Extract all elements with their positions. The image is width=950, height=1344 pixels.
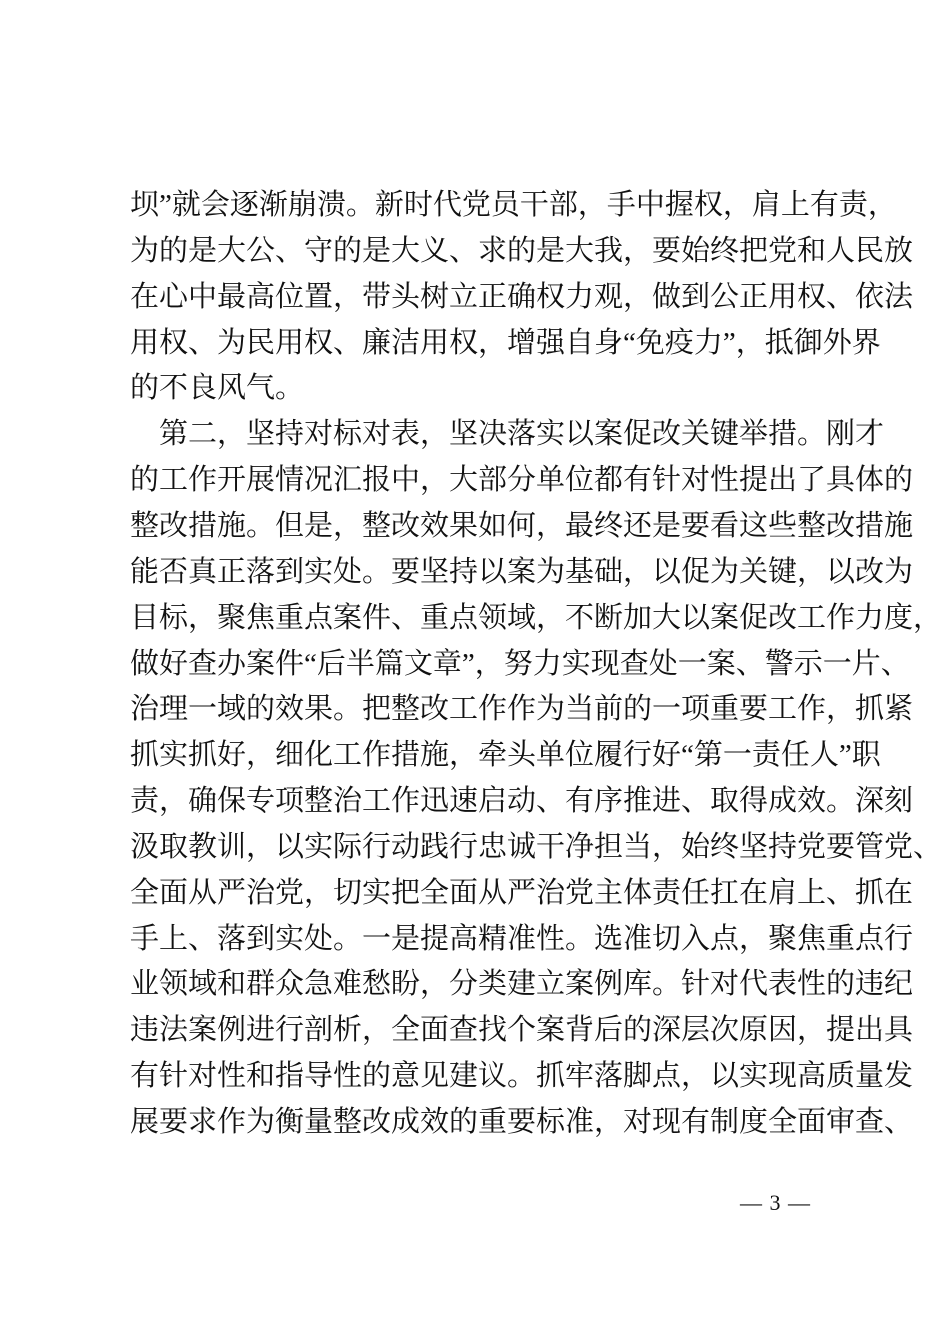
text-line: 业领域和群众急难愁盼，分类建立案例库。针对代表性的违纪: [130, 968, 914, 1001]
text-line: 坝”就会逐渐崩溃。新时代党员干部，手中握权，肩上有责，: [130, 189, 897, 221]
text-line: 治理一域的效果。把整改工作作为当前的一项重要工作，抓紧: [130, 693, 914, 726]
text-line: 能否真正落到实处。要坚持以案为基础，以促为关键，以改为: [130, 555, 914, 588]
text-line: 手上、落到实处。一是提高精准性。选准切入点，聚焦重点行: [130, 922, 914, 955]
text-line: 的工作开展情况汇报中，大部分单位都有针对性提出了具体的: [130, 464, 914, 497]
text-line: 为的是大公、守的是大义、求的是大我，要始终把党和人民放: [130, 234, 914, 267]
text-line: 全面从严治党，切实把全面从严治党主体责任扛在肩上、抓在: [130, 876, 914, 909]
text-line: 汲取教训，以实际行动践行忠诚干净担当，始终坚持党要管党、: [130, 830, 943, 863]
text-line: 展要求作为衡量整改成效的重要标准，对现有制度全面审查、: [130, 1106, 914, 1138]
page-number: — 3 —: [740, 1190, 811, 1215]
text-line: 违法案例进行剖析，全面查找个案背后的深层次原因，提出具: [130, 1014, 914, 1047]
text-line: 做好查办案件“后半篇文章”，努力实现查处一案、警示一片、: [130, 647, 910, 680]
text-line: 在心中最高位置，带头树立正确权力观，做到公正用权、依法: [130, 280, 914, 313]
text-line: 的不良风气。: [130, 372, 305, 405]
text-line: 抓实抓好，细化工作措施，牵头单位履行好“第一责任人”职: [130, 739, 881, 772]
text-line: 第二，坚持对标对表，坚决落实以案促改关键举措。刚才: [130, 418, 885, 451]
text-line: 目标，聚焦重点案件、重点领域，不断加大以案促改工作力度，: [130, 601, 943, 634]
text-line: 有针对性和指导性的意见建议。抓牢落脚点，以实现高质量发: [130, 1060, 914, 1093]
text-line: 责，确保专项整治工作迅速启动、有序推进、取得成效。深刻: [130, 785, 914, 818]
text-line: 用权、为民用权、廉洁用权，增强自身“免疫力”，抵御外界: [130, 326, 881, 359]
text-line: 整改措施。但是，整改效果如何，最终还是要看这些整改措施: [130, 509, 914, 542]
